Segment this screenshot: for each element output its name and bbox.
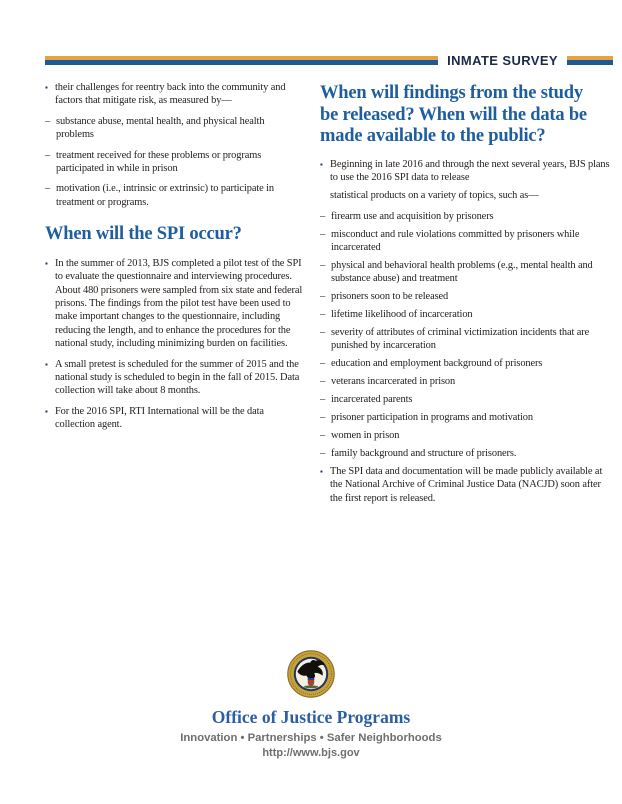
list-item (45, 149, 303, 176)
bullet-square-icon: ▪ (320, 466, 323, 476)
header-rule-left (45, 56, 438, 65)
bullet-square-icon: ▪ (45, 83, 48, 92)
bullet-text (330, 158, 612, 203)
dash-icon: – (320, 394, 326, 406)
topic-text: prisoner participation in programs and motivation (331, 412, 533, 424)
list-item (320, 465, 612, 505)
dash-icon: – (320, 447, 326, 459)
dash-icon: – (320, 412, 326, 424)
topic-text: physical and behavioral health problems (e.g., mental health and substance abuse) and treatment (331, 259, 593, 285)
topic-text: women in prison (331, 430, 400, 441)
dash-icon: – (320, 327, 326, 339)
list-item (45, 115, 303, 142)
topics-list (320, 210, 612, 461)
heading-line: made available to the public? (320, 126, 546, 146)
bullet-square-icon: ▪ (45, 406, 48, 416)
bullet-text: A small pretest is scheduled for the summer of 2015 and the national study is scheduled to begin in the fall of 2015. Data collection will take about 8 months. (55, 358, 300, 397)
topic-text: prisoners soon to be released (331, 291, 449, 303)
list-item (320, 429, 612, 442)
header-rule-right (567, 56, 613, 65)
footer-url[interactable]: http://www.bjs.gov (262, 747, 360, 759)
dash-icon: – (45, 183, 51, 195)
lead-bullet-text: Beginning in late 2016 and through the next several years, BJS plans to use the 2016 SPI data to release (330, 158, 610, 183)
topic-text: severity of attributes of criminal victimization incidents that are punished by incarceration (331, 327, 590, 352)
section-heading-findings-released (320, 83, 612, 148)
bullet-square-icon: ▪ (45, 359, 48, 369)
bullet-square-icon: ▪ (45, 258, 48, 268)
bullet-square-icon: ▪ (320, 159, 323, 169)
dash-icon: – (320, 430, 326, 441)
topic-text: misconduct and rule violations committed by prisoners while incarcerated (331, 228, 580, 254)
list-item (320, 308, 612, 321)
list-item (320, 158, 612, 203)
list-item (320, 375, 612, 388)
page-header-title: INMATE SURVEY (447, 53, 558, 68)
bullet-text: For the 2016 SPI, RTI International will be the data collection agent. (55, 405, 264, 431)
sub-bullet-text: substance abuse, mental health, and physical health problems (56, 115, 265, 141)
dash-icon: – (320, 259, 326, 271)
footer-org-name: Office of Justice Programs (211, 707, 411, 727)
section-heading-spi-occur: When will the SPI occur? (45, 224, 242, 245)
bullet-text: In the summer of 2013, BJS completed a pilot test of the SPI to evaluate the questionnaire and interviewing procedures. About 480 prisoners were sampled from six state and federal prisons. The findings from the pilot test have been used to make important changes to the questionnaire, including reducing the length, and to enhance the procedures for the national study, including minimizing burden on facilities. (55, 257, 303, 350)
topic-text: veterans incarcerated in prison (331, 376, 456, 388)
page-header (45, 53, 613, 68)
list-item (45, 405, 303, 432)
topic-text: firearm use and acquisition by prisoners (331, 210, 494, 222)
list-item (45, 358, 303, 398)
blue-stripe (567, 60, 613, 65)
topic-text: family background and structure of prisoners. (331, 447, 517, 459)
dash-icon: – (320, 228, 326, 240)
intro-sub-list (45, 115, 303, 209)
bullet-text: their challenges for reentry back into the community and factors that mitigate risk, as measured by— (55, 82, 286, 107)
list-item (320, 357, 612, 370)
heading-line: When will findings from the study (320, 83, 583, 103)
list-item (45, 81, 303, 108)
topic-text: education and employment background of prisoners (331, 358, 543, 370)
dash-icon: – (320, 210, 326, 222)
list-item (320, 290, 612, 303)
footer-tagline: Innovation • Partnerships • Safer Neighborhoods (180, 732, 442, 744)
dash-icon: – (320, 376, 326, 388)
dash-icon: – (45, 115, 51, 127)
content-columns (45, 81, 612, 512)
closing-bullet-text: The SPI data and documentation will be made publicly available at the National Archive of Criminal Justice Data (NACJD) soon after the first report is released. (330, 465, 603, 504)
page-footer (0, 650, 622, 759)
dash-icon: – (45, 149, 51, 161)
list-item (45, 257, 303, 351)
list-item (320, 393, 612, 406)
sub-bullet-text: treatment received for these problems or programs participated in while in prison (56, 149, 262, 175)
spi-occur-bullet-list (45, 257, 303, 432)
list-item (320, 259, 612, 286)
dash-icon: – (320, 291, 326, 303)
list-item (320, 210, 612, 223)
left-column (45, 81, 303, 512)
list-item (320, 228, 612, 255)
list-item (320, 447, 612, 460)
doj-seal-icon (287, 650, 335, 698)
lead-bullet-continued: statistical products on a variety of topics, such as— (330, 190, 539, 202)
list-item (45, 182, 303, 209)
sub-bullet-text: motivation (i.e., intrinsic or extrinsic) to participate in treatment or programs. (56, 183, 275, 208)
topic-text: lifetime likelihood of incarceration (331, 309, 473, 321)
list-item (320, 326, 612, 353)
topic-text: incarcerated parents (331, 394, 413, 406)
list-item (320, 411, 612, 424)
dash-icon: – (320, 309, 326, 321)
blue-stripe (45, 60, 438, 65)
heading-line: be released? When will the data be (320, 104, 587, 125)
dash-icon: – (320, 358, 326, 370)
right-column (320, 81, 612, 512)
